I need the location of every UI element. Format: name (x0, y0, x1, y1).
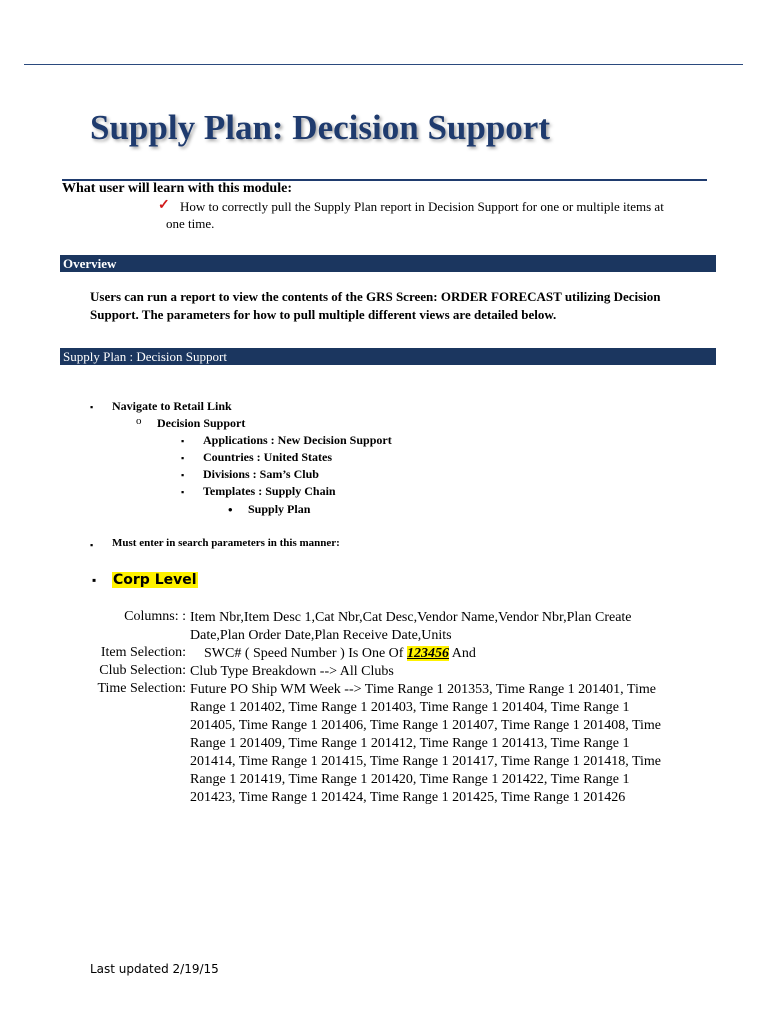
club-selection-value: Club Type Breakdown --> All Clubs (190, 664, 394, 679)
nav-item-templates: Templates : Supply Chain (203, 484, 336, 498)
header-rule (24, 64, 743, 65)
square-bullet-icon: ▪ (92, 573, 97, 587)
learn-item: How to correctly pull the Supply Plan report in Decision Support for one or multiple items at one time. (166, 199, 664, 231)
must-enter-note: Must enter in search parameters in this manner: (112, 537, 340, 549)
dot-bullet-icon: • (228, 502, 233, 517)
nav-item-retail-link: Navigate to Retail Link (112, 399, 232, 413)
overview-text: Users can run a report to view the contents of the GRS Screen: ORDER FORECAST utilizing Decision Support. The parameters for how to pull multiple different views are detailed below. (90, 289, 661, 322)
section-heading: Supply Plan : Decision Support (60, 348, 716, 365)
time-selection-value: Future PO Ship WM Week --> Time Range 1 201353, Time Range 1 201401, Time Range 1 201402, Time Range 1 201403, Time Range 1 201404, Time Range 1 201405, Time Range 1 201406, Time Range 1 201407, Time Range 1 201408, Time Range 1 201409, Time Range 1 201412, Time Range 1 201413, Time Range 1 201414, Time Range 1 201415, Time Range 1 201417, Time Range 1 201418, Time Range 1 201419, Time Range 1 201420, Time Range 1 201422, Time Range 1 201423, Time Range 1 201424, Time Range 1 201425, Time Range 1 201426 (190, 682, 661, 805)
item-selection-value (204, 645, 682, 663)
item-selection-suffix: And (451, 646, 476, 661)
item-selection-label: Item Selection: (100, 645, 186, 660)
item-number-highlight: 123456 (406, 646, 449, 661)
square-bullet-icon: ▪ (181, 436, 185, 446)
nav-item-countries: Countries : United States (203, 450, 332, 464)
columns-value: Item Nbr,Item Desc 1,Cat Nbr,Cat Desc,Vendor Name,Vendor Nbr,Plan Create Date,Plan Order Date,Plan Receive Date,Units (190, 610, 632, 643)
nav-item-divisions: Divisions : Sam’s Club (203, 467, 319, 481)
nav-item-applications: Applications : New Decision Support (203, 433, 392, 447)
square-bullet-icon: ▪ (90, 540, 94, 550)
nav-item-supply-plan: Supply Plan (248, 502, 311, 516)
nav-item-decision-support: Decision Support (157, 416, 246, 430)
checkmark-icon: ✓ (158, 198, 170, 213)
overview-heading: Overview (60, 255, 716, 272)
learn-heading: What user will learn with this module: (62, 181, 292, 196)
square-bullet-icon: ▪ (90, 402, 94, 412)
square-bullet-icon: ▪ (181, 470, 185, 480)
page-title: Supply Plan: Decision Support (90, 108, 550, 147)
circle-bullet-icon: o (136, 415, 142, 427)
last-updated-footer: Last updated 2/19/15 (90, 962, 219, 976)
square-bullet-icon: ▪ (181, 453, 185, 463)
square-bullet-icon: ▪ (181, 487, 185, 497)
time-selection-label: Time Selection: (97, 681, 186, 696)
columns-label: Columns: : (124, 609, 186, 624)
corp-level-heading: Corp Level (113, 572, 197, 588)
item-selection-prefix: SWC# ( Speed Number ) Is One Of (204, 646, 404, 661)
club-selection-label: Club Selection: (99, 663, 186, 678)
